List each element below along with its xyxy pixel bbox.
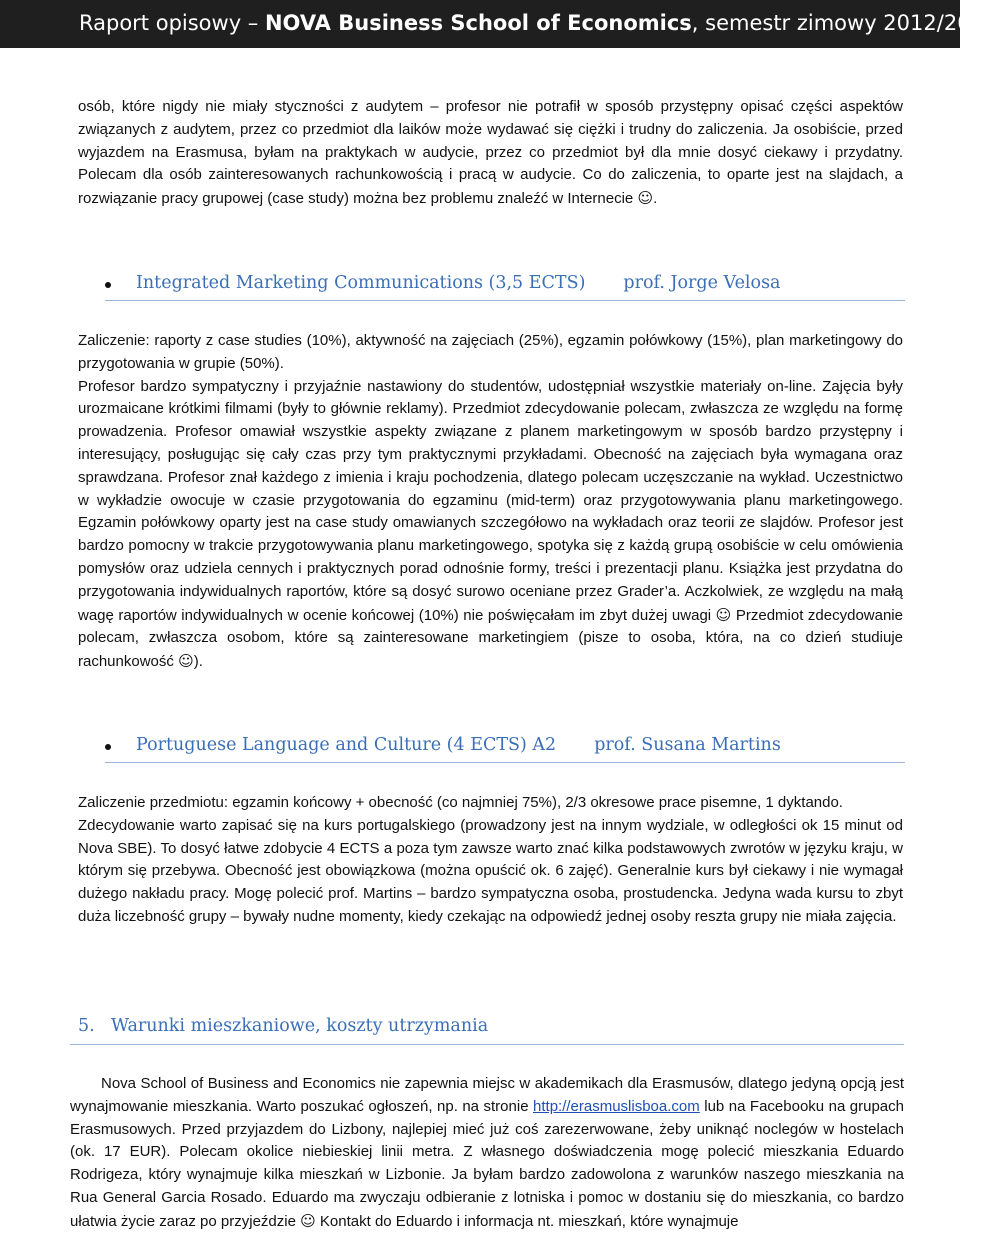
smiley-icon: ☺: [178, 652, 194, 671]
housing-text-mid: lub na Facebooku na grupach Erasmusowych. Przed przyjazdem do Lizbony, najlepiej mieć już coś zarezerwowane, żeby uniknąć noclegów w hostelach (ok. 17 EUR). Polecam okolice niebieskiej linii metra. Z własnego doświadczenia mogę polecić mieszkania Eduardo Rodrigeza, który wynajmuje kilka mieszkań w Lizbonie. Ja byłam bardzo zadowolona z warunków naszego mieszkania na Rua General Garcia Rosado. Eduardo ma zwyczaju odbieranie z lotniska i pomoc w dostaniu się do mieszkania, co bardzo ułatwia życie zaraz po przyjeździe: [70, 1097, 904, 1230]
course-portuguese-body: [78, 792, 903, 929]
course-professor: prof. Jorge Velosa: [623, 273, 781, 293]
course-imc-review-end: ).: [193, 653, 203, 671]
intro-paragraph: [78, 96, 903, 211]
course-portuguese-assessment: Zaliczenie przedmiotu: egzamin końcowy + obecność (co najmniej 75%), 2/3 okresowe prace pisemne, 1 dyktando.: [78, 794, 843, 811]
smiley-icon: ☺: [300, 1211, 316, 1230]
smiley-icon: ☺: [637, 189, 654, 208]
course-professor: prof. Susana Martins: [594, 735, 781, 755]
smiley-icon: ☺: [715, 605, 732, 624]
section-5-body: [70, 1073, 904, 1234]
housing-text-end: Kontakt do Eduardo i informacja nt. mieszkań, które wynajmuje: [319, 1212, 739, 1230]
course-imc-review: Profesor bardzo sympatyczny i przyjaźnie nastawiony do studentów, udostępniał wszystkie materiały on-line. Zajęcia były urozmaicane krótkimi filmami (były to głównie reklamy). Przedmiot zdecydowanie polecam, zwłaszcza ze względu na formę prowadzenia. Profesor omawiał wszystkie aspekty związane z planem marketingowym w sposób bardzo przystępny i interesujący, posługując się cały czas przy tym praktycznymi przykładami. Obecność na zajęciach była wymagana oraz sprawdzana. Profesor znał każdego z imienia i kraju pochodzenia, dlatego polecam uczęszczanie na wykład. Uczestnictwo w wykładzie owocuje w czasie przygotowania do egzaminu (mid-term) oraz przygotowywania planu marketingowego. Egzamin połówkowy oparty jest na case study omawianych szczegółowo na wykładach oraz teorii ze slajdów. Profesor jest bardzo pomocny w trakcie przygotowywania planu marketingowego, spotyka się z każdą grupą osobiście w celu omówienia pomysłów oraz udziela cennych i praktycznych porad odnośnie formy, treści i prezentacji planu. Książka jest przydatna do przygotowania indywidualnych raportów, które są dosyć surowo oceniane przez Grader’a. Aczkolwiek, ze względu na małą wagę raportów indywidualnych w ocenie końcowej (10%) nie poświęcałam im zbyt dużej uwagi: [78, 377, 903, 624]
course-title: Integrated Marketing Communications (3,5 ECTS): [136, 273, 586, 293]
course-imc-review-cont: Przedmiot zdecydowanie polecam, zwłaszcza osobom, które są zainteresowane marketingiem (pisze to osoba, która, na co dzień studiuje rachunkowość: [78, 606, 903, 671]
section-5-heading: [70, 1012, 904, 1045]
header-suffix: , semestr zimowy 2012/2013: [691, 11, 997, 35]
course-portuguese-review: Zdecydowanie warto zapisać się na kurs portugalskiego (prowadzony jest na innym wydziale, w odległości ok 15 minut od Nova SBE). To dosyć łatwe zdobycie 4 ECTS a poza tym zawsze warto znać kilka podstawowych zwrotów w języku kraju, w którym się przebywa. Obecność jest obowiązkowa (można opuścić ok. 6 zajęć). Generalnie kurs był ciekawy i nie wymagał dużego nakładu pracy. Mogę polecić prof. Martins – bardzo sympatyczna osoba, prostudencka. Jedyna wada kursu to zbyt duża liczebność grupy – bywały nudne momenty, kiedy czekając na odpowiedź jednej osoby reszta grupy nie miała zajęcia.: [78, 816, 903, 925]
section-number: 5.: [78, 1016, 95, 1036]
housing-text-start: Nova School of Business and Economics nie zapewnia miejsc w akademikach dla Erasmusów, dlatego jedyną opcją jest wynajmowanie mieszkania. Warto poszukać ogłoszeń, np. na stronie: [70, 1075, 904, 1115]
erasmus-lisboa-link[interactable]: http://erasmuslisboa.com: [533, 1097, 700, 1115]
page-header: [0, 0, 997, 48]
bullet-icon: [105, 744, 111, 750]
course-imc-body: [78, 330, 903, 674]
course-heading-imc: [105, 270, 905, 301]
section-title: Warunki mieszkaniowe, koszty utrzymania: [111, 1016, 489, 1036]
course-imc-assessment: Zaliczenie: raporty z case studies (10%), aktywność na zajęciach (25%), egzamin połówkowy (15%), plan marketingowy do przygotowania w grupie (50%).: [78, 332, 903, 372]
course-heading-portuguese: [105, 732, 905, 763]
intro-text: osób, które nigdy nie miały styczności z audytem – profesor nie potrafił w sposób przystępny opisać części aspektów związanych z audytem, przez co przedmiot dla laików może wydawać się ciężki i trudny do zaliczenia. Ja osobiście, przed wyjazdem na Erasmusa, byłam na praktykach w audycie, przez co przedmiot był dla mnie dosyć ciekawy i przydatny. Polecam dla osób zainteresowanych rachunkowością i pracą w audycie. Co do zaliczenia, to oparte jest na slajdach, a rozwiązanie pracy grupowej (case study) można bez problemu znaleźć w Internecie: [78, 98, 903, 208]
header-prefix: Raport opisowy –: [79, 11, 265, 35]
bullet-icon: [105, 282, 111, 288]
intro-end: .: [653, 190, 658, 208]
header-school: NOVA Business School of Economics: [264, 11, 692, 35]
course-title: Portuguese Language and Culture (4 ECTS) A2: [136, 735, 557, 755]
